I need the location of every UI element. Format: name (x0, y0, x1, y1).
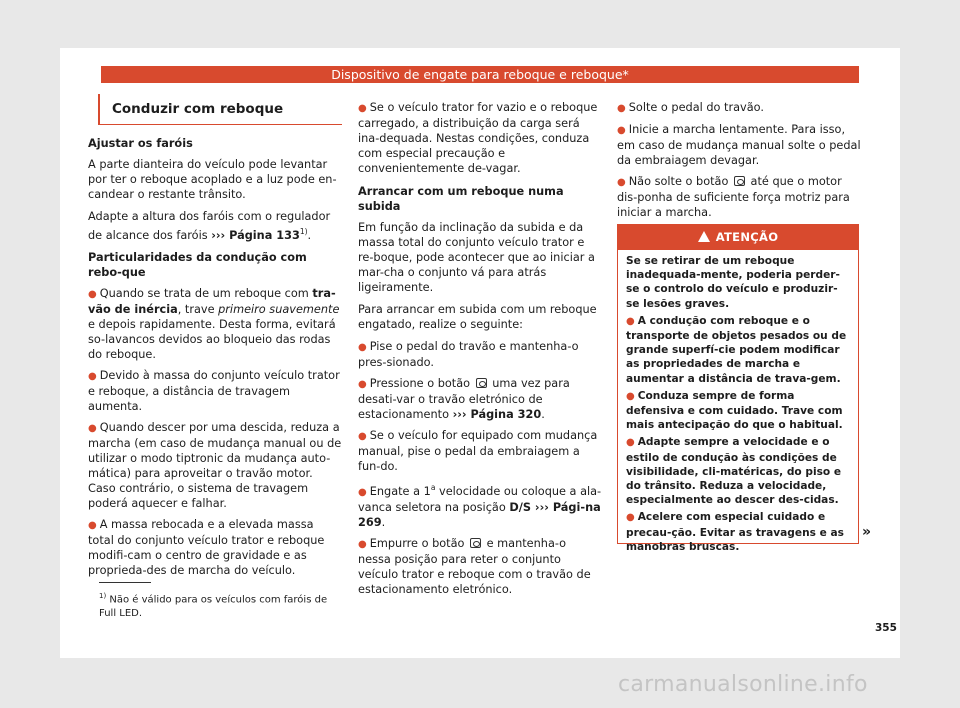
bullet-icon: ● (88, 370, 97, 382)
paragraph: A parte dianteira do veículo pode levantar por ter o reboque acoplado e a luz pode en-candear o restante trânsito. (88, 158, 337, 201)
paragraph: Adapte a altura dos faróis com o regulador de alcance dos faróis ››› Página 133$^{1)}$. (88, 210, 331, 242)
parking-brake-button-icon (470, 538, 481, 548)
list-item: ● Adapte sempre a velocidade e o estilo de condução às condições de visibilidade, cli-matéricas, do piso e do trânsito. Reduza a velocidade, especialmente ao descer des-cidas. (626, 436, 842, 507)
list-item: ● Se o veículo for equipado com mudança manual, pise o pedal da embraiagem a fun-do. (358, 429, 598, 473)
footnote: $^{1)}$ Não é válido para os veículos com faróis de Full LED. (99, 592, 328, 619)
warning-text: Se se retirar de um reboque inadequada-mente, poderia perder-se o controlo do veículo e produzir-se lesões graves. (626, 255, 840, 310)
list-item: ● A massa rebocada e a elevada massa total do conjunto veículo trator e reboque modifi-cam o centro de gravidade e as proprieda-des de marcha do veículo. (88, 517, 325, 577)
bullet-icon: ● (617, 103, 626, 114)
list-item: ● Inicie a marcha lentamente. Para isso, em caso de mudança manual solte o pedal da embraiagem devagar. (617, 123, 861, 167)
list-item: ● Não solte o botão até que o motor dis-ponha de suficiente força motriz para iniciar a marcha. (617, 175, 850, 219)
parking-brake-button-icon (734, 176, 745, 186)
parking-brake-button-icon (476, 378, 487, 388)
warning-body (618, 250, 858, 561)
warning-header: ATENÇÃO (618, 225, 858, 250)
list-item: ● Se o veículo trator for vazio e o reboque carregado, a distribuição da carga será ina-dequada. Nestas condições, conduza com especial precaução e convenientemente de-vagar. (358, 101, 598, 175)
chapter-header: Dispositivo de engate para reboque e reboque* (101, 66, 859, 83)
bullet-icon: ● (358, 431, 367, 442)
subheading-headlights: Ajustar os faróis (88, 137, 193, 150)
column-1 (88, 94, 342, 584)
bullet-icon: ● (626, 390, 635, 402)
watermark: carmanualsonline.info (618, 672, 868, 697)
warning-triangle-icon (698, 231, 710, 242)
list-item: ● Pise o pedal do travão e mantenha-o pres-sionado. (358, 340, 579, 369)
page-number: 355 (875, 622, 897, 634)
list-item: ● Empurre o botão e mantenha-o nessa posição para reter o conjunto veículo trator e reboque com o travão de estacionamento eletrónico. (358, 536, 591, 596)
bullet-icon: ● (358, 538, 367, 550)
footnote-divider (99, 582, 151, 583)
page-reference[interactable]: D/S ››› Pági-na 269 (358, 500, 601, 529)
paragraph: Em função da inclinação da subida e da massa total do conjunto veículo trator e re-boque, pode acontecer que ao iniciar a mar-cha o conjunto vá para atrás ligeiramente. (358, 221, 595, 294)
bullet-icon: ● (88, 422, 97, 434)
footnote-marker: 1) (299, 227, 308, 236)
bullet-icon: ● (88, 519, 97, 531)
page-reference[interactable]: ››› Página 133 (211, 228, 300, 242)
bullet-icon: ● (358, 379, 367, 390)
bullet-icon: ● (617, 125, 626, 136)
section-title: Conduzir com reboque (98, 94, 342, 125)
list-item: ● Conduza sempre de forma defensiva e com cuidado. Trave com mais antecipação do que o habitual. (626, 389, 843, 432)
bullet-icon: ● (626, 315, 635, 327)
subheading-hill-start: Arrancar com um reboque numa subida (358, 185, 564, 213)
column-2 (358, 100, 602, 603)
list-item: ● Acelere com especial cuidado e precau-ção. Evitar as travagens e as manobras bruscas. (626, 511, 844, 553)
bullet-icon: ● (358, 486, 367, 498)
list-item: ● Quando se trata de um reboque com tra-vão de inércia, trave primeiro suavemente e depois rapidamente. Desta forma, evitará so-lavancos devidos ao bloqueio das rodas do reboque. (88, 286, 340, 361)
column-3 (617, 100, 861, 226)
paragraph: Para arrancar em subida com um reboque engatado, realize o seguinte: (358, 303, 597, 331)
continue-mark: » (862, 524, 872, 540)
bullet-icon: ● (88, 288, 97, 300)
page-reference[interactable]: ››› Página 320 (452, 408, 542, 421)
bullet-icon: ● (626, 437, 635, 449)
bullet-icon: ● (617, 177, 626, 188)
list-item: ● Quando descer por uma descida, reduza a marcha (em caso de mudança manual ou de utilizar o modo tiptronic da mudança auto-mática) para aproveitar o travão motor. Caso contrário, o sistema de travagem poderá aquecer e falhar. (88, 420, 342, 510)
bullet-icon: ● (358, 342, 367, 353)
bullet-icon: ● (358, 103, 367, 114)
list-item: ● Solte o pedal do travão. (617, 101, 764, 114)
list-item: ● Devido à massa do conjunto veículo trator e reboque, a distância de travagem aumenta. (88, 368, 340, 413)
bullet-icon: ● (626, 512, 635, 524)
list-item: ● Pressione o botão uma vez para desati-var o travão eletrónico de estacionamento ››› Página 320. (358, 377, 570, 421)
warning-box (617, 224, 859, 553)
subheading-driving: Particularidades da condução com rebo-que (88, 250, 307, 279)
list-item: ● Engate a 1$^a$ velocidade ou coloque a ala-vanca seletora na posição D/S ››› Pági-na 269. (358, 483, 602, 529)
list-item: ● A condução com reboque e o transporte de objetos pesados ou de grande superfí-cie podem modificar as propriedades de marcha e aumentar a distância de trava-gem. (626, 314, 847, 385)
